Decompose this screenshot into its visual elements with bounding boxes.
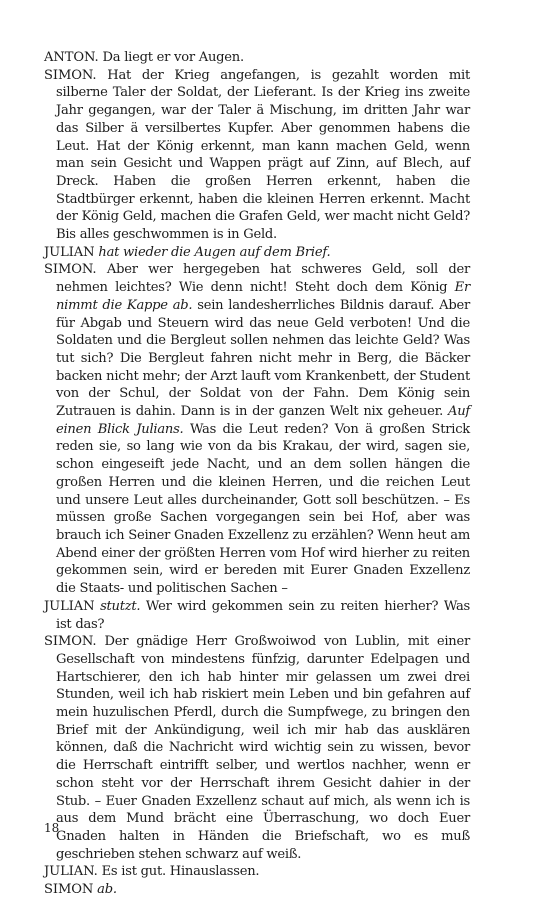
stage-direction: Auf einen Blick Julians. <box>56 404 470 437</box>
speaker-name: SIMON <box>44 882 94 898</box>
stage-direction: hat wieder die Augen auf dem Brief. <box>94 244 331 260</box>
speech-text: Aber wer hergegeben hat schweres Geld, soll der nehmen leichtes? Wie denn nicht! Steht doch dem König <box>56 262 470 296</box>
speech-text: Es ist gut. Hinauslassen. <box>97 864 260 880</box>
speech-text: sein landesherrliches Bildnis darauf. Aber für Abgab und Steuern wird das neue Geld verboten! Und die Soldaten und die Bergleut sollen nehmen das leichte Geld? Was tut sich? Die Bergleut fahren nicht mehr in Berg, die Bäcker backen nicht mehr; der Arzt lauft vom Krankenbett, der Student von der Schul, der Soldat von der Fahn. Dem König sein Zutrauen is dahin. Dann is in der ganzen Welt nix geheuer. <box>56 297 470 420</box>
dialogue-line-simon <box>44 881 470 899</box>
speaker-name: JULIAN <box>44 598 95 614</box>
speaker-name: SIMON. <box>44 262 97 278</box>
speaker-name: SIMON. <box>44 67 97 83</box>
speaker-name: ANTON. <box>44 50 99 65</box>
dialogue-line-julian <box>44 863 470 881</box>
speech-text: Der gnädige Herr Großwoiwod von Lublin, mit einer Gesellschaft von mindestens fünfzig, darunter Edelpagen und Hartschierer, den ich hab hinter mir gelassen um zwei drei Stunden, weil ich hab riskiert mein Leben und bin gefahren auf mein huzulischen Pferdl, durch die Sumpfwege, zu bringen den Brief mit der Ankündigung, weil ich mir hab das ausklären können, daß die Nachricht wird wichtig sein zu wissen, bevor die Herrschaft eintrifft selber, und wertlos nachher, wenn er schon steht vor der Herrschaft ihrem Gesicht dahier in der Stub. – Euer Gnaden Exzellenz schaut auf mich, als wenn ich is aus dem Mund brächt eine Überraschung, wo doch Euer Gnaden halten in Händen die Briefschaft, wo es muß geschrieben stehen schwarz auf weiß. <box>56 634 470 862</box>
page-body <box>44 49 470 899</box>
speech-text: Hat der Krieg angefangen, is gezahlt worden mit silberne Taler der Soldat, der Lieferant. Is der Krieg ins zweite Jahr gegangen, war der Taler ä Mischung, im dritten Jahr war das Silber ä versilbertes Kupfer. Aber genommen habens die Leut. Hat der König erkennt, man kann machen Geld, wenn man sein Gesicht und Wappen prägt auf Zinn, auf Blech, auf Dreck. Haben die großen Herren erkennt, haben die Stadtbürger erkennt, haben die kleinen Herren erkennt. Macht der König Geld, machen die Grafen Geld, wer macht nicht Geld? Bis alles geschwommen is in Geld. <box>56 67 470 243</box>
dialogue-line-simon <box>44 67 470 244</box>
stage-direction: Er nimmt die Kappe ab. <box>56 280 470 313</box>
speaker-name: SIMON. <box>44 634 97 650</box>
speech-text: Wer wird gekommen sein zu reiten hierher? Was ist das? <box>56 598 470 632</box>
speaker-name: JULIAN <box>44 244 95 260</box>
dialogue-line-julian <box>44 244 470 262</box>
dialogue-line-simon <box>44 633 470 863</box>
stage-direction: ab. <box>97 882 117 898</box>
speech-text: Da liegt er vor Augen. <box>98 50 244 65</box>
dialogue-line-julian <box>44 598 470 633</box>
page-number: 18 <box>44 821 60 835</box>
dialogue-line-simon <box>44 261 470 597</box>
stage-direction: stutzt. <box>100 598 141 614</box>
speaker-name: JULIAN. <box>44 864 98 880</box>
speech-text: Was die Leut reden? Von ä großen Strick reden sie, so lang wie von da bis Krakau, der wird, sagen sie, schon eingeseift jede Nacht, und an dem sollen hängen die großen Herren und die kleinen Herren, und die reichen Leut und unsere Leut alles durcheinander, Gott soll beschützen. – Es müssen große Sachen vorgegangen sein bei Hof, aber was brauch ich Seiner Gnaden Exzellenz zu erzählen? Wenn heut am Abend einer der größten Herren vom Hof wird hierher zu reiten gekommen sein, wird er bereden mit Eurer Gnaden Exzellenz die Staats- und politischen Sachen – <box>56 421 470 597</box>
dialogue-line-anton <box>44 49 470 67</box>
